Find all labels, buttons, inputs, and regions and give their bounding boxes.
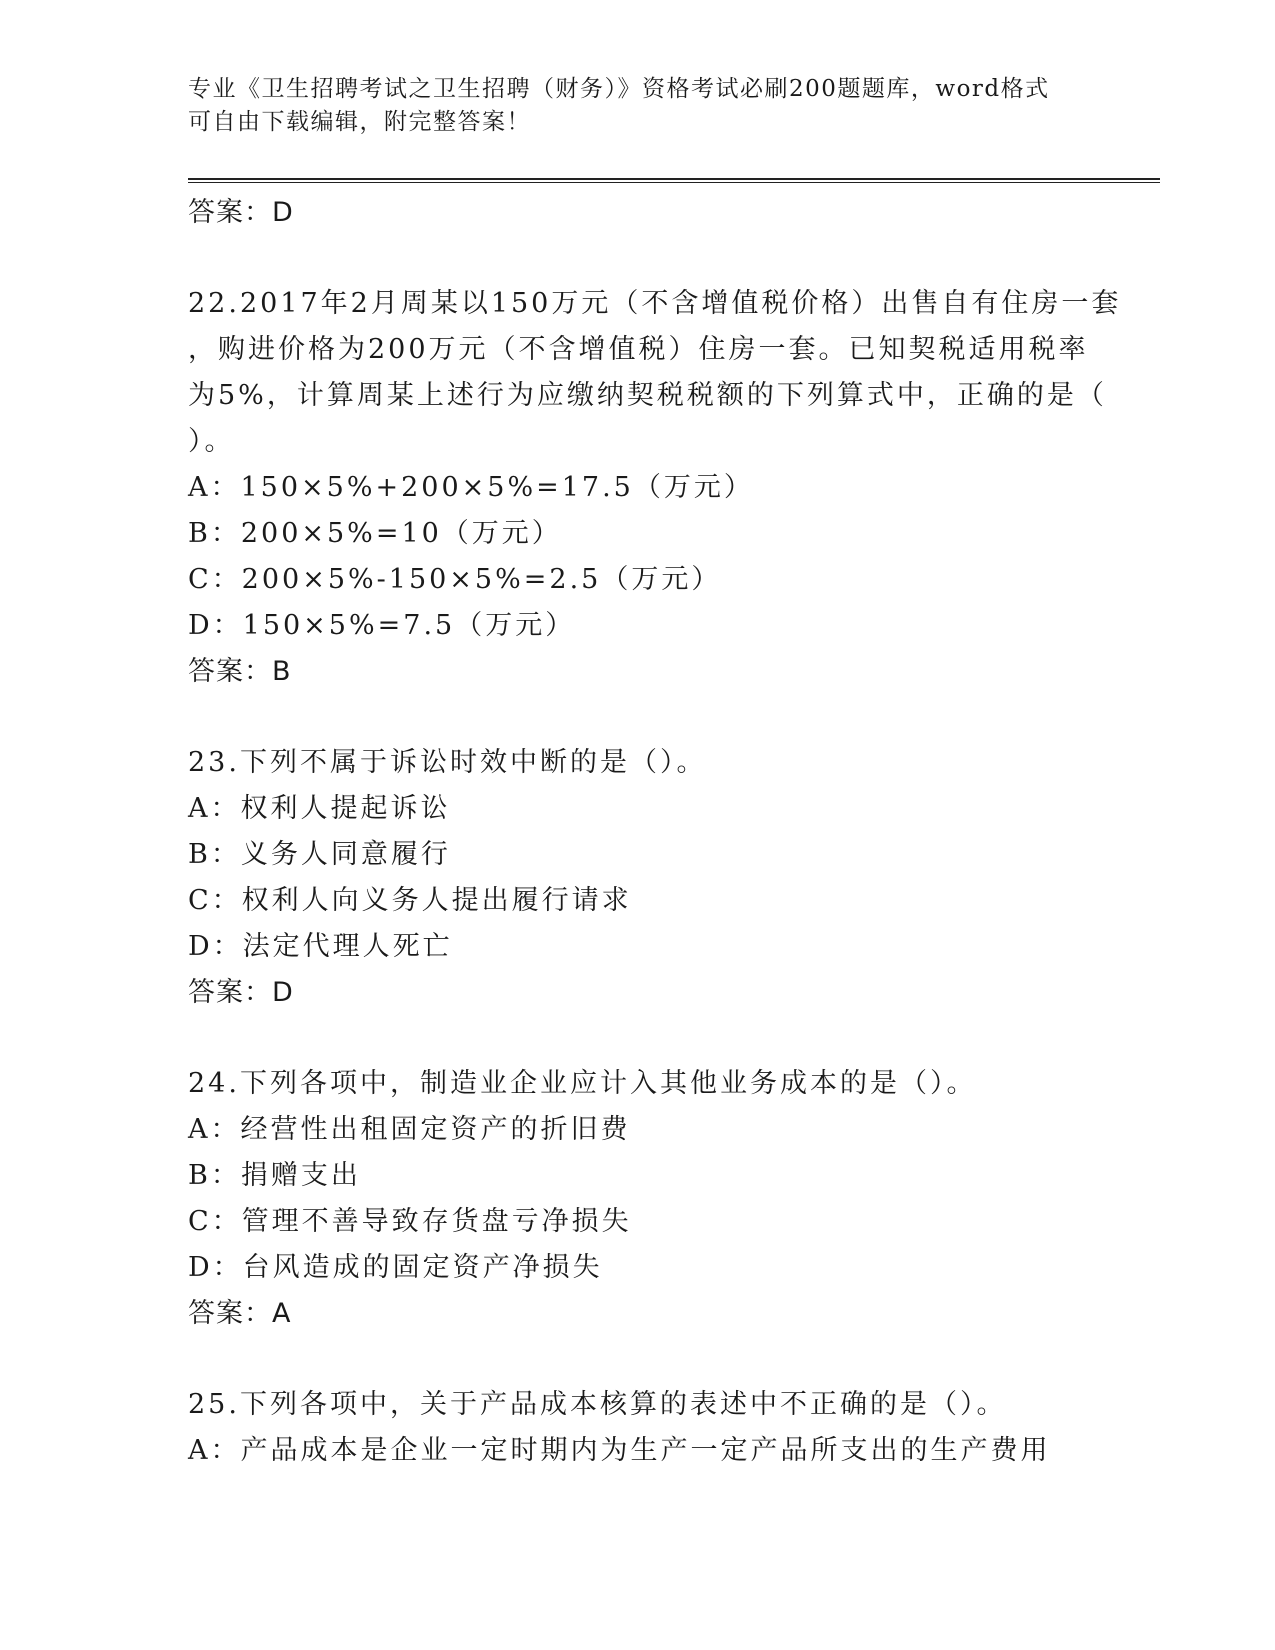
question-stem-line: 22.2017年2月周某以150万元（不含增值税价格）出售自有住房一套 (188, 288, 1122, 319)
option-c: C：200×5%-150×5%=2.5（万元） (188, 564, 722, 595)
answer-line: 答案：A (188, 1298, 292, 1329)
question-23 (188, 740, 1088, 1016)
question-stem-line: ，购进价格为200万元（不含增值税）住房一套。已知契税适用税率 (188, 334, 1089, 365)
option-a: A：经营性出租固定资产的折旧费 (188, 1114, 631, 1145)
option-d: D：150×5%=7.5（万元） (188, 610, 576, 641)
header-divider (188, 178, 1160, 183)
spacer (188, 1016, 1088, 1061)
question-stem-line: ）。 (188, 426, 235, 457)
question-22 (188, 281, 1122, 695)
option-d: D：台风造成的固定资产净损失 (188, 1252, 603, 1283)
option-d: D：法定代理人死亡 (188, 931, 453, 962)
spacer (188, 695, 1088, 740)
option-a: A：产品成本是企业一定时期内为生产一定产品所支出的生产费用 (188, 1435, 1051, 1466)
question-stem-line: 23.下列不属于诉讼时效中断的是（）。 (188, 747, 707, 778)
option-c: C：权利人向义务人提出履行请求 (188, 885, 632, 916)
question-25 (188, 1382, 1088, 1474)
answer-line: 答案：D (188, 977, 294, 1008)
header-line-2: 可自由下载编辑，附完整答案！ (188, 109, 531, 135)
question-stem-line: 25.下列各项中，关于产品成本核算的表述中不正确的是（）。 (188, 1389, 1007, 1420)
question-stem-line: 为5%，计算周某上述行为应缴纳契税税额的下列算式中，正确的是（ (188, 380, 1107, 411)
answer-line: 答案：D (188, 197, 294, 228)
document-body (188, 190, 1122, 1474)
option-a: A：权利人提起诉讼 (188, 793, 451, 824)
document-header (188, 73, 1088, 139)
option-a: A：150×5%+200×5%=17.5（万元） (188, 472, 754, 503)
question-stem-line: 24.下列各项中，制造业企业应计入其他业务成本的是（）。 (188, 1068, 977, 1099)
header-line-1: 专业《卫生招聘考试之卫生招聘（财务）》资格考试必刷200题题库，word格式 (188, 76, 1050, 102)
spacer (188, 1337, 1088, 1382)
answer-line: 答案：B (188, 656, 292, 687)
option-c: C：管理不善导致存货盘亏净损失 (188, 1206, 632, 1237)
question-24 (188, 1061, 1088, 1337)
option-b: B：捐赠支出 (188, 1160, 361, 1191)
spacer (188, 236, 1088, 281)
option-b: B：200×5%=10（万元） (188, 518, 562, 549)
option-b: B：义务人同意履行 (188, 839, 451, 870)
